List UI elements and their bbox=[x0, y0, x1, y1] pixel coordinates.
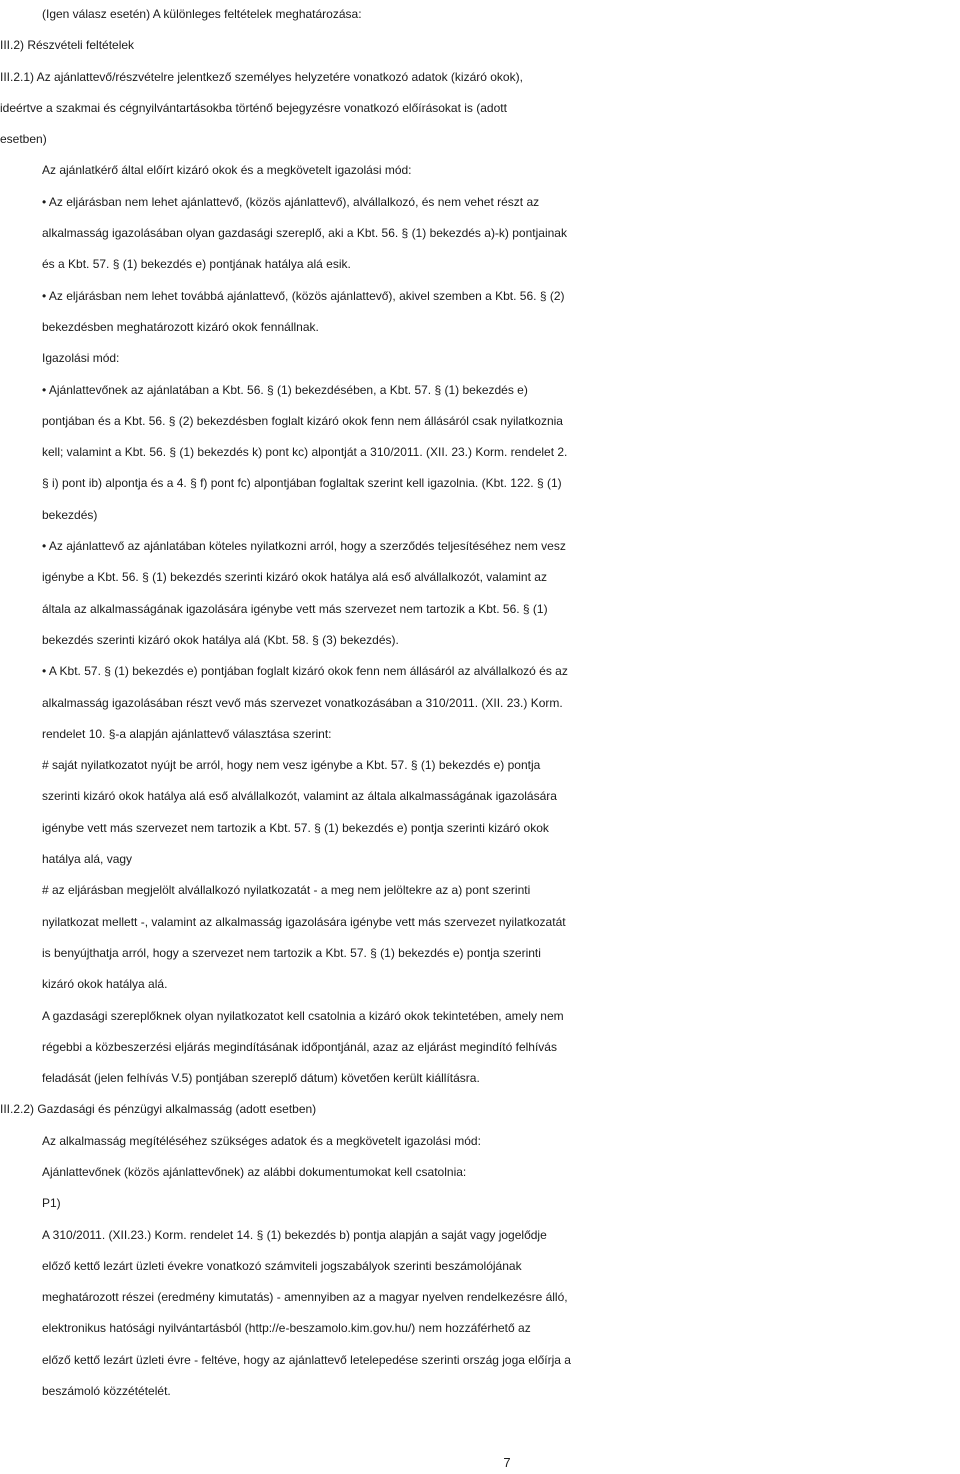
document-line: kell; valamint a Kbt. 56. § (1) bekezdés k) pont kc) alpontját a 310/2011. (XII. 23.) Korm. rendelet 2. bbox=[42, 445, 568, 460]
document-line: (Igen válasz esetén) A különleges feltételek meghatározása: bbox=[42, 7, 362, 21]
document-line: III.2.1) Az ajánlattevő/részvételre jelentkező személyes helyzetére vonatkozó adatok (kizáró okok), bbox=[0, 69, 523, 84]
document-line: alkalmasság igazolásában olyan gazdasági szereplő, aki a Kbt. 56. § (1) bekezdés a)-k) pontjainak bbox=[42, 226, 567, 241]
page-number: 7 bbox=[503, 1455, 511, 1470]
document-line: esetben) bbox=[0, 132, 47, 147]
document-line: • Ajánlattevőnek az ajánlatában a Kbt. 56. § (1) bekezdésében, a Kbt. 57. § (1) bekezdés e) bbox=[42, 382, 528, 397]
document-line: feladását (jelen felhívás V.5) pontjában szereplő dátum) követően került kiállításra. bbox=[42, 1071, 480, 1086]
document-line: III.2.2) Gazdasági és pénzügyi alkalmasság (adott esetben) bbox=[0, 1102, 317, 1117]
document-line: igénybe a Kbt. 56. § (1) bekezdés szerinti kizáró okok hatálya alá eső alvállalkozót, valamint az bbox=[42, 570, 547, 585]
document-line: beszámoló közzétételét. bbox=[42, 1384, 171, 1399]
document-line: • Az ajánlattevő az ajánlatában köteles nyilatkozni arról, hogy a szerződés teljesítéséhez nem vesz bbox=[42, 539, 566, 554]
document-line: Ajánlattevőnek (közös ajánlattevőnek) az alábbi dokumentumokat kell csatolnia: bbox=[42, 1164, 467, 1179]
document-line: ideértve a szakmai és cégnyilvántartásokba történő bejegyzésre vonatkozó előírásokat is (adott bbox=[0, 100, 507, 115]
document-line: is benyújthatja arról, hogy a szervezet nem tartozik a Kbt. 57. § (1) bekezdés e) pontja szerinti bbox=[42, 945, 541, 960]
document-line: nyilatkozat mellett -, valamint az alkalmasság igazolására igénybe vett más szervezet nyilatkozatát bbox=[42, 914, 566, 929]
document-line: pontjában és a Kbt. 56. § (2) bekezdésben foglalt kizáró okok fenn nem állásáról csak nyilatkoznia bbox=[42, 413, 563, 428]
document-line: elektronikus hatósági nyilvántartásból (http://e-beszamolo.kim.gov.hu/) nem hozzáférhető az bbox=[42, 1321, 531, 1336]
document-line: • A Kbt. 57. § (1) bekezdés e) pontjában foglalt kizáró okok fenn nem állásáról az alvállalkozó és az bbox=[42, 664, 568, 679]
document-line: # az eljárásban megjelölt alvállalkozó nyilatkozatát - a meg nem jelöltekre az a) pont szerinti bbox=[42, 883, 531, 898]
document-line: régebbi a közbeszerzési eljárás megindításának időpontjánál, azaz az eljárást megindító felhívás bbox=[42, 1039, 557, 1054]
document-line: alkalmasság igazolásában részt vevő más szervezet vonatkozásában a 310/2011. (XII. 23.) Korm. bbox=[42, 695, 563, 710]
document-line: bekezdés szerinti kizáró okok hatálya alá (Kbt. 58. § (3) bekezdés). bbox=[42, 632, 399, 647]
document-line: Igazolási mód: bbox=[42, 351, 120, 366]
document-line: általa az alkalmasságának igazolására igénybe vett más szervezet nem tartozik a Kbt. 56. § (1) bbox=[42, 601, 548, 616]
document-line: A 310/2011. (XII.23.) Korm. rendelet 14. § (1) bekezdés b) pontja alapján a saját vagy jogelődje bbox=[42, 1227, 547, 1242]
document-line: § i) pont ib) alpontja és a 4. § f) pont fc) alpontjában foglaltak szerint kell igazolnia. (Kbt. 122. § (1) bbox=[42, 476, 562, 491]
document-line: A gazdasági szereplőknek olyan nyilatkozatot kell csatolnia a kizáró okok tekintetében, amely nem bbox=[42, 1008, 564, 1023]
document-line: III.2) Részvételi feltételek bbox=[0, 38, 135, 53]
document-line: szerinti kizáró okok hatálya alá eső alvállalkozót, valamint az általa alkalmasságának igazolására bbox=[42, 789, 557, 804]
document-line: meghatározott részei (eredmény kimutatás) - amennyiben az a magyar nyelven rendelkezésre álló, bbox=[42, 1290, 568, 1305]
document-line: rendelet 10. §-a alapján ajánlattevő választása szerint: bbox=[42, 726, 332, 741]
document-line: és a Kbt. 57. § (1) bekezdés e) pontjának hatálya alá esik. bbox=[42, 257, 351, 272]
document-line: Az ajánlatkérő által előírt kizáró okok és a megkövetelt igazolási mód: bbox=[42, 163, 412, 178]
document-line: kizáró okok hatálya alá. bbox=[42, 977, 168, 992]
document-line: • Az eljárásban nem lehet továbbá ajánlattevő, (közös ajánlattevő), akivel szemben a Kbt. 56. § (2) bbox=[42, 288, 565, 303]
document-line: P1) bbox=[42, 1196, 61, 1211]
document-line: igénybe vett más szervezet nem tartozik a Kbt. 57. § (1) bekezdés e) pontja szerinti kizáró okok bbox=[42, 820, 549, 835]
document-line: előző kettő lezárt üzleti évekre vonatkozó számviteli jogszabályok szerinti beszámolójának bbox=[42, 1258, 522, 1273]
document-line: # saját nyilatkozatot nyújt be arról, hogy nem vesz igénybe a Kbt. 57. § (1) bekezdés e) pontja bbox=[42, 758, 541, 773]
document-line: bekezdésben meghatározott kizáró okok fennállnak. bbox=[42, 319, 319, 334]
document-line: • Az eljárásban nem lehet ajánlattevő, (közös ajánlattevő), alvállalkozó, és nem vehet részt az bbox=[42, 194, 540, 209]
document-line: hatálya alá, vagy bbox=[42, 852, 133, 867]
document-line: Az alkalmasság megítéléséhez szükséges adatok és a megkövetelt igazolási mód: bbox=[42, 1133, 481, 1148]
document-line: bekezdés) bbox=[42, 507, 98, 522]
document-line: előző kettő lezárt üzleti évre - feltéve, hogy az ajánlattevő letelepedése szerinti ország jogа előírja a bbox=[42, 1352, 571, 1367]
